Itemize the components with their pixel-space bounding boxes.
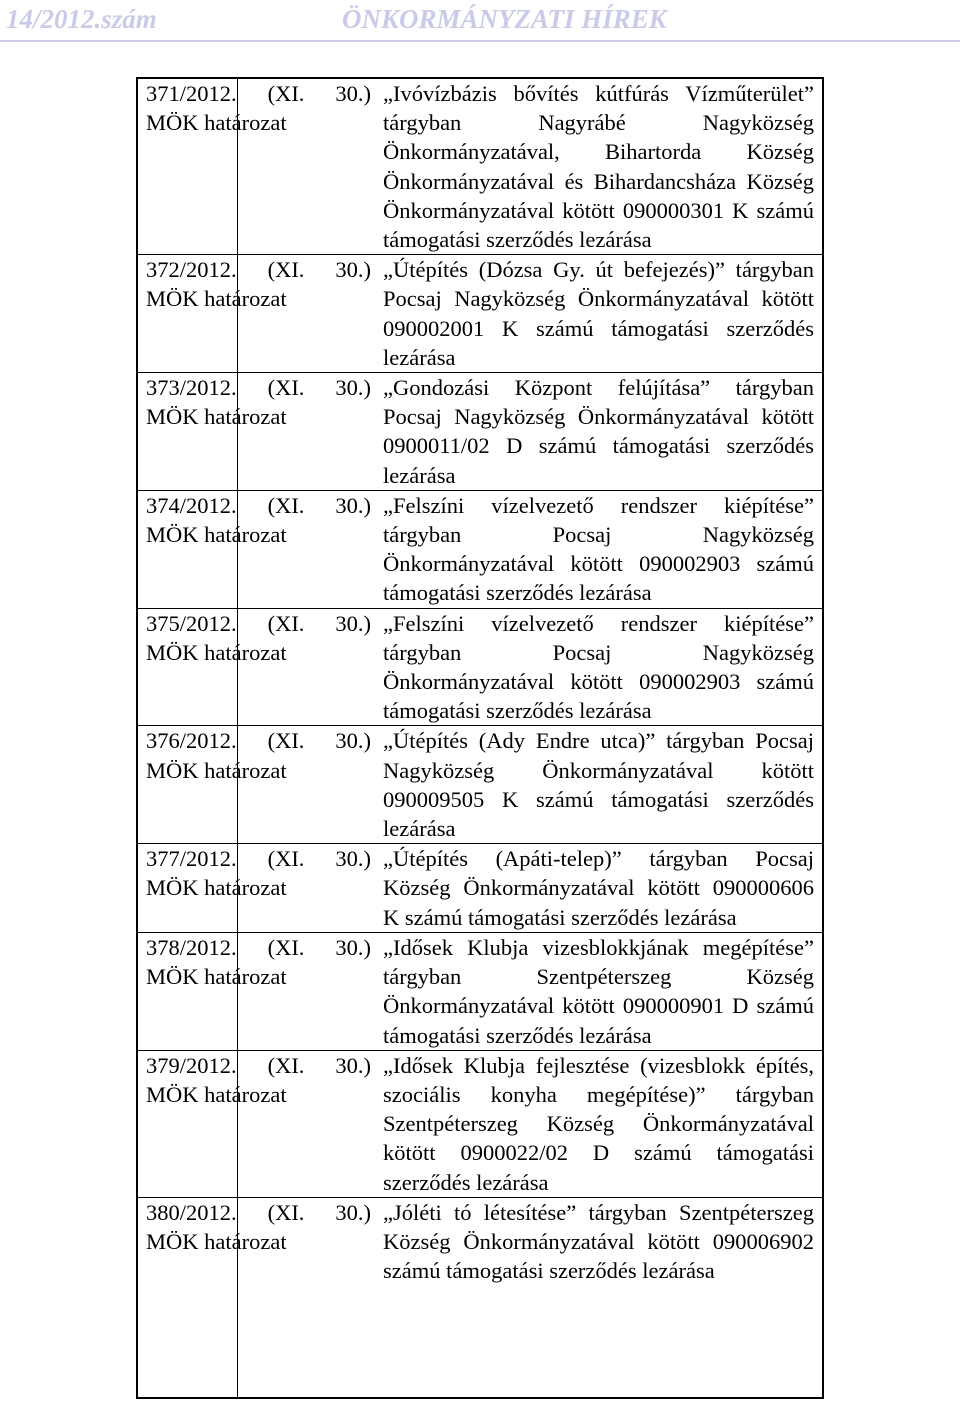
table-row [136,932,824,1050]
resolution-subject: „Felszíni vízelvezető rendszer kiépítése” tárgyban Pocsaj Nagyközség Önkormányzatával kötött 090002903 számú támogatási szerződés lezárása [383,610,814,724]
resolution-type: MÖK határozat [146,110,287,136]
resolution-type: MÖK határozat [146,404,287,430]
resolution-reference [146,726,371,784]
resolution-reference [146,373,371,431]
publication-title: ÖNKORMÁNYZATI HÍREK [342,4,667,34]
resolution-type: MÖK határozat [146,964,287,990]
resolution-type: MÖK határozat [146,522,287,548]
ref-month: (XI. [267,846,305,872]
resolution-subject: „Ivóvízbázis bővítés kútfúrás Vízműterület” tárgyban Nagyrábé Nagyközség Önkormányzatával, Bihartorda Község Önkormányzatával és Bihardancsháza Község Önkormányzatával kötött 090000301 K számú támogatási szerződés lezárása [383,81,814,253]
ref-day: 30.) [335,492,371,518]
table-row [136,843,824,932]
ref-number: 380/2012. [146,1199,237,1225]
resolution-subject: „Útépítés (Apáti-telep)” tárgyban Pocsaj Község Önkormányzatával kötött 090000606 K számú támogatási szerződés lezárása [383,846,814,930]
header-divider [0,40,960,42]
table-row [136,79,824,254]
ref-day: 30.) [335,1052,371,1078]
resolution-subject: „Útépítés (Dózsa Gy. út befejezés)” tárgyban Pocsaj Nagyközség Önkormányzatával kötött 090002001 K számú támogatási szerződés lezárása [383,257,814,370]
ref-month: (XI. [267,934,305,960]
ref-day: 30.) [335,610,371,636]
table-row [136,608,824,726]
ref-month: (XI. [267,492,305,518]
resolution-reference [146,933,371,991]
resolution-type: MÖK határozat [146,875,287,901]
ref-month: (XI. [267,375,305,401]
resolution-type: MÖK határozat [146,757,287,783]
ref-number: 373/2012. [146,375,237,401]
ref-month: (XI. [267,1052,305,1078]
resolution-reference [146,491,371,549]
resolution-subject: „Gondozási Központ felújítása” tárgyban Pocsaj Nagyközség Önkormányzatával kötött 0900011/02 D számú támogatási szerződés lezárása [383,375,814,488]
resolution-type: MÖK határozat [146,639,287,665]
ref-number: 374/2012. [146,492,237,518]
page-header [0,0,960,40]
ref-number: 371/2012. [146,81,237,106]
resolution-subject: „Felszíni vízelvezető rendszer kiépítése” tárgyban Pocsaj Nagyközség Önkormányzatával kötött 090002903 számú támogatási szerződés lezárása [383,492,814,606]
ref-number: 378/2012. [146,934,237,960]
resolution-reference [146,844,371,902]
ref-month: (XI. [267,81,305,106]
table-row [136,1197,824,1286]
resolution-reference [146,1051,371,1109]
ref-number: 377/2012. [146,846,237,872]
table-row [136,372,824,490]
table-row [136,1050,824,1197]
ref-day: 30.) [335,934,371,960]
ref-day: 30.) [335,846,371,872]
resolution-reference [146,1198,371,1256]
ref-month: (XI. [267,728,305,754]
resolution-subject: „Jóléti tó létesítése” tárgyban Szentpéterszeg Község Önkormányzatával kötött 090006902 számú támogatási szerződés lezárása [383,1199,814,1284]
resolutions-table-body [136,79,824,1285]
ref-month: (XI. [267,257,305,283]
ref-day: 30.) [335,81,371,106]
issue-number: 14/2012.szám [6,4,157,34]
ref-month: (XI. [267,610,305,636]
ref-number: 372/2012. [146,257,237,283]
resolution-reference [146,609,371,667]
resolution-subject: „Idősek Klubja fejlesztése (vizesblokk építés, szociális konyha megépítése)” tárgyban Szentpéterszeg Község Önkormányzatával kötött 0900022/02 D számú támogatási szerződés lezárása [383,1052,814,1195]
ref-number: 375/2012. [146,610,237,636]
resolution-type: MÖK határozat [146,286,287,312]
resolution-reference [146,79,371,137]
table-row [136,725,824,843]
ref-number: 379/2012. [146,1052,237,1078]
ref-number: 376/2012. [146,728,237,754]
resolution-type: MÖK határozat [146,1081,287,1107]
ref-day: 30.) [335,375,371,401]
resolution-type: MÖK határozat [146,1228,287,1254]
resolution-reference [146,255,371,313]
table-row [136,254,824,372]
ref-day: 30.) [335,257,371,283]
ref-day: 30.) [335,1199,371,1225]
resolution-subject: „Útépítés (Ady Endre utca)” tárgyban Pocsaj Nagyközség Önkormányzatával kötött 090009505 K számú támogatási szerződés lezárása [383,728,814,842]
ref-day: 30.) [335,728,371,754]
resolution-subject: „Idősek Klubja vizesblokkjának megépítése” tárgyban Szentpéterszeg Község Önkormányzatával kötött 090000901 D számú támogatási szerződés lezárása [383,934,814,1048]
table-row [136,490,824,608]
ref-month: (XI. [267,1199,305,1225]
